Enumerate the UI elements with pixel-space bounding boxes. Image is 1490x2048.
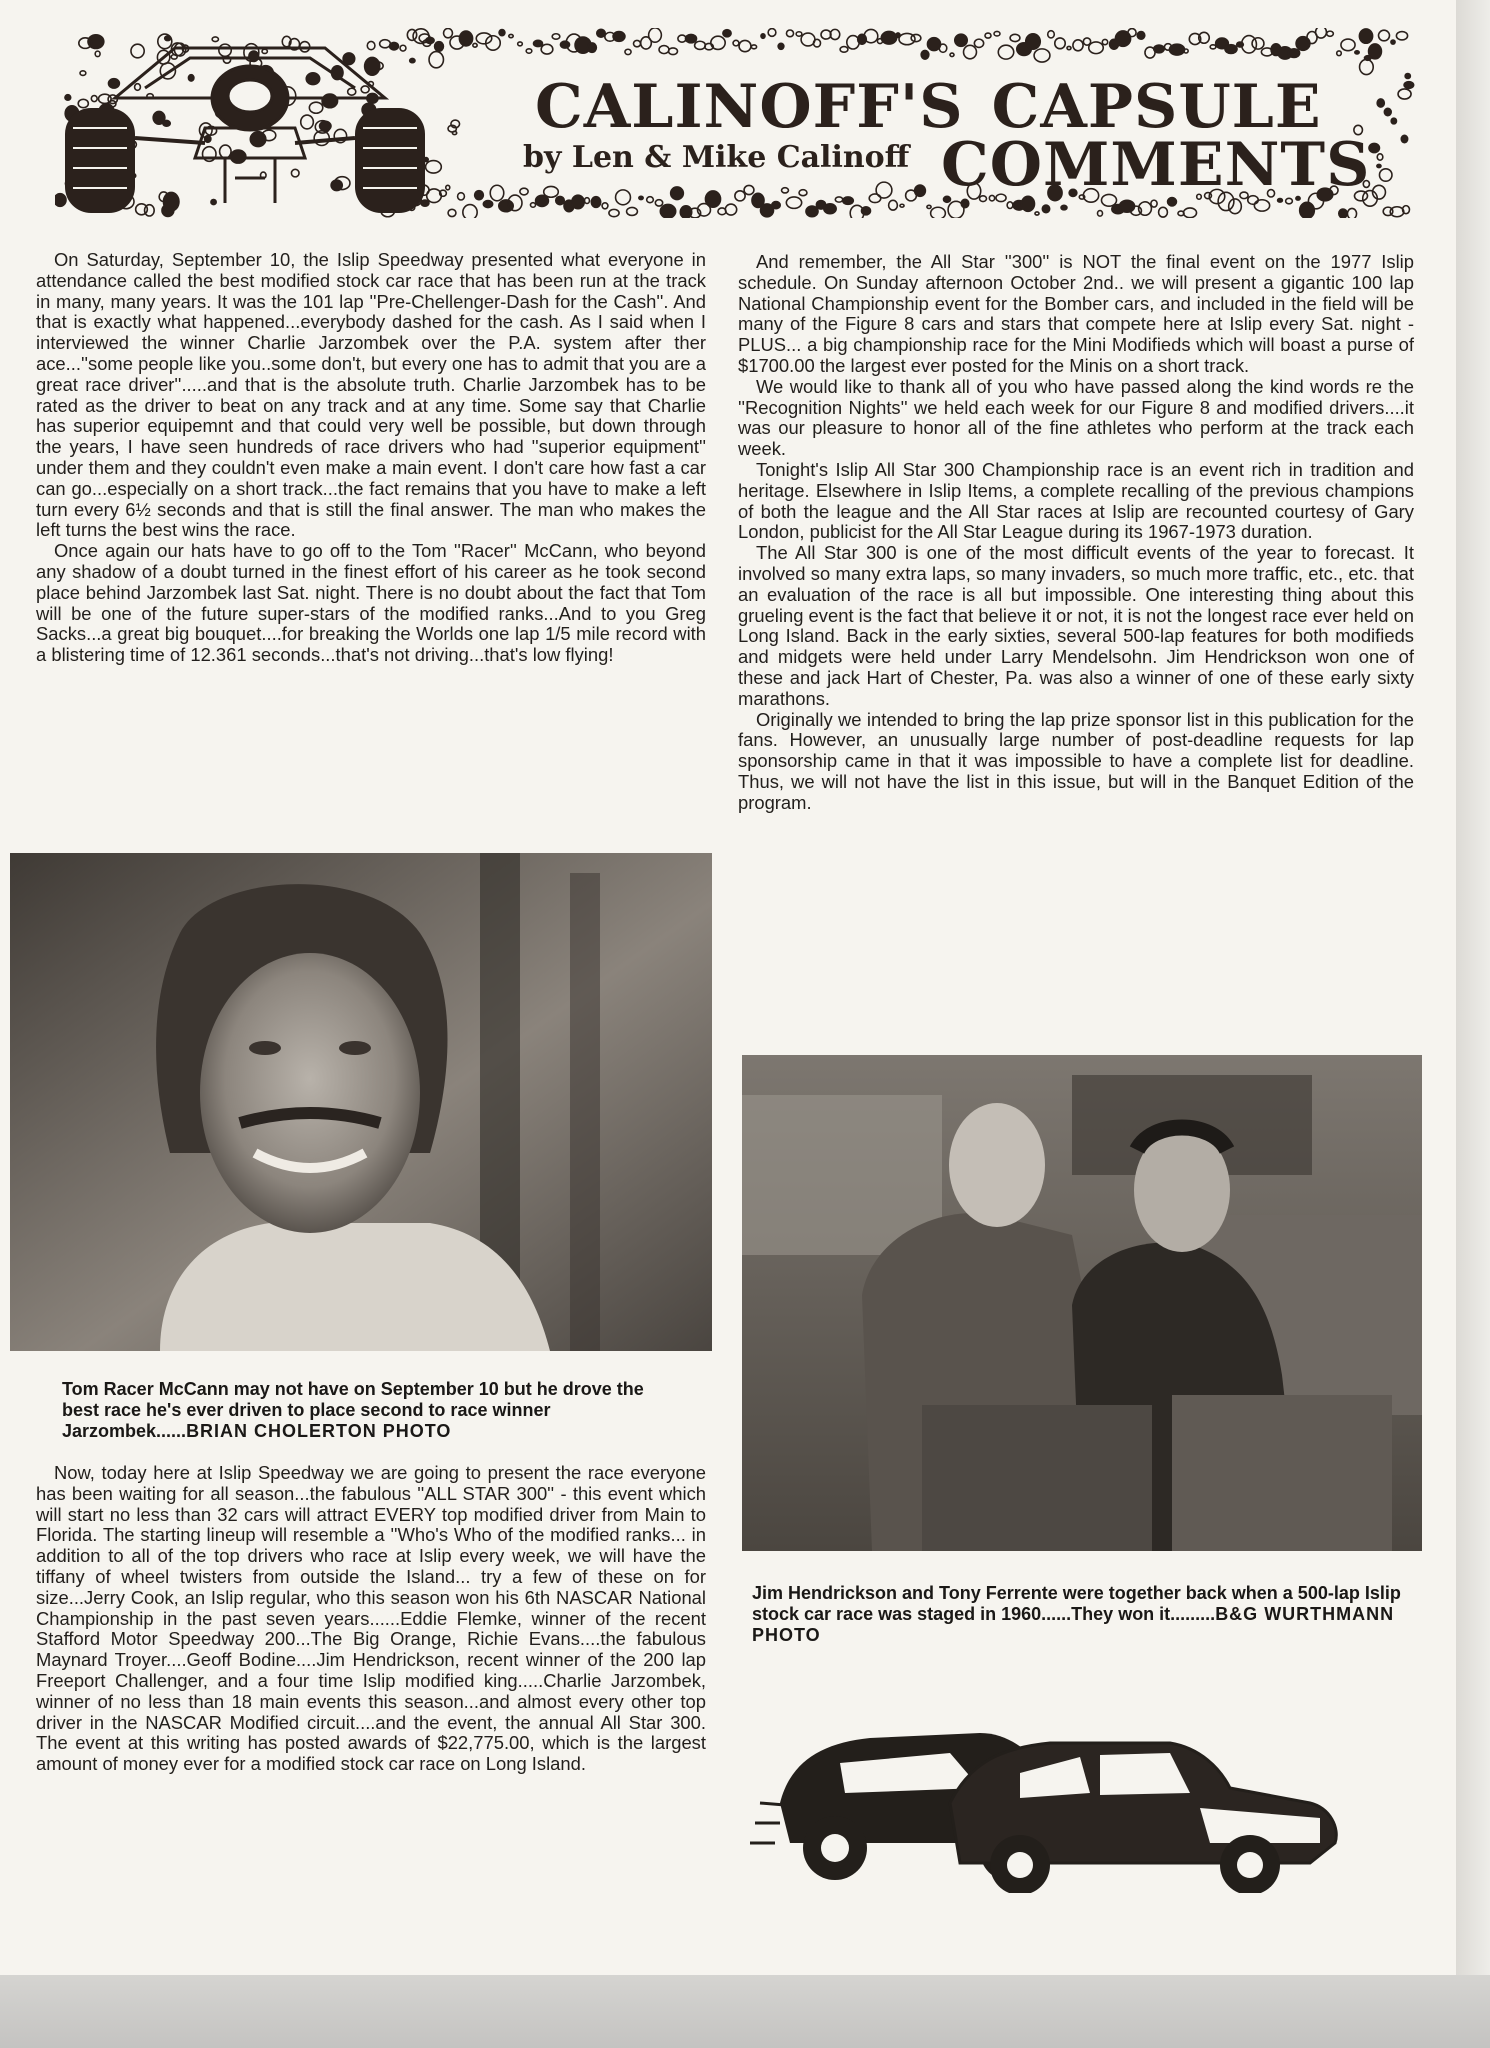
right-column bbox=[738, 252, 1414, 814]
header-banner bbox=[55, 28, 1415, 218]
left-column-bottom bbox=[36, 1463, 706, 1775]
paragraph: Now, today here at Islip Speedway we are going to present the race everyone has been waiting for all season...the fabulous ''ALL STAR 300'' - this event which will start no less than 32 cars will attract EVERY top modified driver from Main to Florida. The starting lineup will resemble a ''Who's Who of the modified ranks... in addition to all of the top drivers who race at Islip every week, we will have the tiffany of wheel twisters from outside the Island... try a few of these on for size...Jerry Cook, an Islip regular, who this season won his 6th NASCAR National Championship in the past seven years......Eddie Flemke, winner of the recent Stafford Motor Speedway 200...The Big Orange, Richie Evans....the fabulous Maynard Troyer....Geoff Bodine....Jim Hendrickson, recent winner of the 200 lap Freeport Challenger, and a four time Islip modified king.....Charlie Jarzombek, winner of no less than 18 main events this season...and almost every other top driver in the NASCAR Modified circuit....and the event, the annual All Star 300. The event at this writing has posted awards of $22,775.00, which is the largest amount of money ever for a modified stock car race on Long Island. bbox=[36, 1462, 706, 1775]
page-edge bbox=[1456, 0, 1490, 2048]
portrait-photo bbox=[10, 853, 712, 1351]
paragraph: The All Star 300 is one of the most difficult events of the year to forecast. It involved so many extra laps, so many invaders, so much more traffic, etc., etc. that an evaluation of the race is all but impossible. One interesting thing about this grueling event is the fact that believe it or not, it is not the longest race ever held on Long Island. Back in the early sixties, several 500-lap features for both modifieds and midgets were held under Larry Mendelsohn. Jim Hendrickson won one of these and jack Hart of Chester, Pa. was also a winner of one of these early sixty marathons. bbox=[738, 542, 1414, 709]
caption-text: Tom Racer McCann may not have on September 10 but he drove the best race he's ever driven to place second to race winner Jarzombek...... bbox=[62, 1379, 644, 1441]
paragraph: Tonight's Islip All Star 300 Championship race is an event rich in tradition and heritage. Elsewhere in Islip Items, a complete recalling of the previous champions of both the league and the All Star races at Islip are recounted courtesy of Gary London, publicist for the All Star League during its 1967-1973 duration. bbox=[738, 458, 1414, 543]
title-word-calinoffs: CALINOFF'S bbox=[535, 72, 964, 142]
photo-hendrickson-ferrente bbox=[742, 1055, 1422, 1551]
paragraph: We would like to thank all of you who have passed along the kind words re the ''Recognition Nights'' we held each week for our Figure 8 and modified drivers....it was our pleasure to honor all of the fine athletes who perform at the track each week. bbox=[738, 375, 1414, 460]
caption-text: Jim Hendrickson and Tony Ferrente were together back when a 500-lap Islip stock car race was staged in 1960......They won it......... bbox=[752, 1583, 1401, 1624]
title-word-comments: COMMENTS bbox=[941, 130, 1371, 200]
two-men-photo bbox=[742, 1055, 1422, 1551]
photo-tom-mccann bbox=[10, 853, 712, 1351]
byline: by Len & Mike Calinoff bbox=[523, 140, 910, 175]
photo-credit: B&G WURTHMANN PHOTO bbox=[752, 1604, 1395, 1645]
paragraph: Once again our hats have to go off to the Tom ''Racer'' McCann, who beyond any shadow of a doubt turned in the finest effort of his career as he took second place behind Jarzombek last Sat. night. There is no doubt about the fact that Tom will be one of the future super-stars of the modified ranks...And to you Greg Sacks...a great big bouquet....for breaking the Worlds one lap 1/5 mile record with a blistering time of 12.361 seconds...that's not driving...that's low flying! bbox=[36, 540, 706, 666]
paragraph: And remember, the All Star ''300'' is NOT the final event on the 1977 Islip schedule. On Sunday afternoon October 2nd.. we will present a gigantic 100 lap National Championship event for the Bomber cars, and included in the field will be many of the Figure 8 cars and stars that compete here at Islip every Sat. night - PLUS... a big championship race for the Mini Modifieds which will boast a purse of $1700.00 the largest ever posted for the Minis on a short track. bbox=[738, 251, 1414, 376]
paragraph: On Saturday, September 10, the Islip Speedway presented what everyone in attendance called the best modified stock car race that has been run at the track in many, many years. It was the 101 lap ''Pre-Chellenger-Dash for the Cash''. And that is exactly what happened...everybody dashed for the cash. As I said when I interviewed the winner Charlie Jarzombek over the P.A. system after ther ace...''some people like you..some don't, but every one has to admit that you are a great race driver''.....and that is the absolute truth. Charlie Jarzombek has to be rated as the driver to beat on any track and at any time. Some say that Charlie has superior equipemnt and that could very well be possible, but down through the years, I have seen hundreds of race drivers who had ''superior equipment'' under them and they couldn't even make a main event. I don't care how fast a car can go...especially on a short track...the fact remains that you have to make a left turn every 6½ seconds and that is still the final answer. The man who makes the left turns the best wins the race. bbox=[36, 249, 706, 541]
photo2-caption bbox=[752, 1583, 1402, 1646]
photo1-caption bbox=[62, 1379, 682, 1442]
photo-credit: BRIAN CHOLERTON PHOTO bbox=[186, 1421, 452, 1441]
race-cars-illustration-icon bbox=[750, 1693, 1350, 1893]
race-car-front-icon bbox=[55, 28, 475, 228]
paragraph: Originally we intended to bring the lap prize sponsor list in this publication for the fans. However, an unusually large number of post-deadline requests for lap sponsorship came in that it was impossible to have a complete list for deadline. Thus, we will not have the list in this issue, but will in the Banquet Edition of the program. bbox=[738, 708, 1414, 813]
title-word-capsule: CAPSULE bbox=[991, 72, 1322, 142]
left-column-top bbox=[36, 250, 706, 666]
scan-shadow bbox=[0, 1975, 1490, 2048]
